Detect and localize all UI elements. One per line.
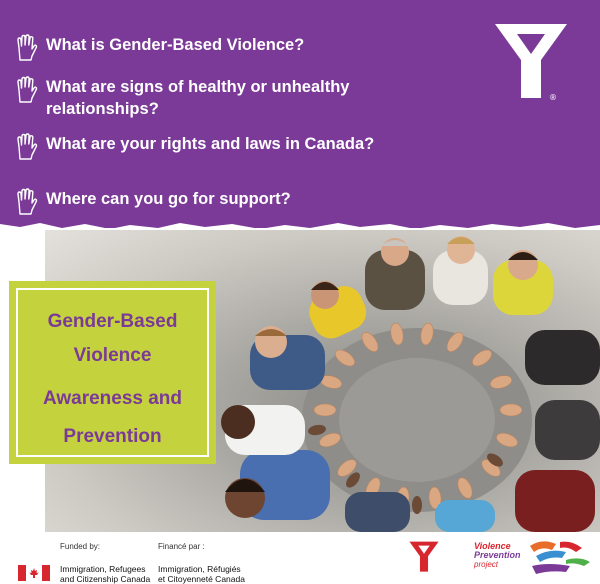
title-line-4: Prevention [63, 426, 162, 447]
question-text: Where can you go for support? [46, 190, 291, 208]
partner-logo-line-2: Prevention [474, 550, 521, 560]
raised-hand-icon [14, 76, 38, 104]
ymca-logo [493, 20, 569, 104]
raised-hand-icon [14, 188, 38, 216]
question-item-4 [14, 188, 396, 216]
title-line-3: Awareness and [42, 388, 183, 409]
header-panel [0, 0, 600, 228]
partner-logo-line-3: project [474, 560, 499, 569]
question-text: What is Gender-Based Violence? [46, 36, 305, 54]
question-item-1 [14, 34, 396, 62]
funded-by-label: Funded by: [60, 542, 101, 551]
gov-name-en-line-1: Immigration, Refugees [60, 564, 146, 574]
finance-par-label: Financé par : [158, 542, 205, 551]
raised-hand-icon [14, 133, 38, 161]
title-line-1: Gender-Based [47, 311, 178, 332]
gov-name-fr-line-2: et Citoyenneté Canada [158, 574, 245, 584]
ymca-logo-small [408, 540, 440, 574]
question-text: What are your rights and laws in Canada? [46, 135, 375, 153]
registered-mark: ® [549, 93, 557, 102]
gov-name-fr-line-1: Immigration, Réfugiés [158, 564, 241, 574]
partner-logo-line-1: Violence [474, 541, 511, 551]
gov-name-fr [158, 564, 245, 584]
gov-name-en-line-2: and Citizenship Canada [60, 574, 151, 584]
violence-prevention-project-logo [470, 536, 594, 580]
question-item-3 [14, 133, 396, 161]
title-box [9, 281, 216, 464]
gov-name-en [60, 564, 150, 584]
title-line-2: Violence [73, 345, 152, 366]
footer [0, 532, 600, 582]
canada-flag-icon [18, 565, 50, 581]
raised-hand-icon [14, 34, 38, 62]
torn-edge [0, 218, 600, 228]
question-text: What are signs of healthy or unhealthy relationships? [46, 78, 350, 118]
question-item-2 [14, 76, 396, 120]
